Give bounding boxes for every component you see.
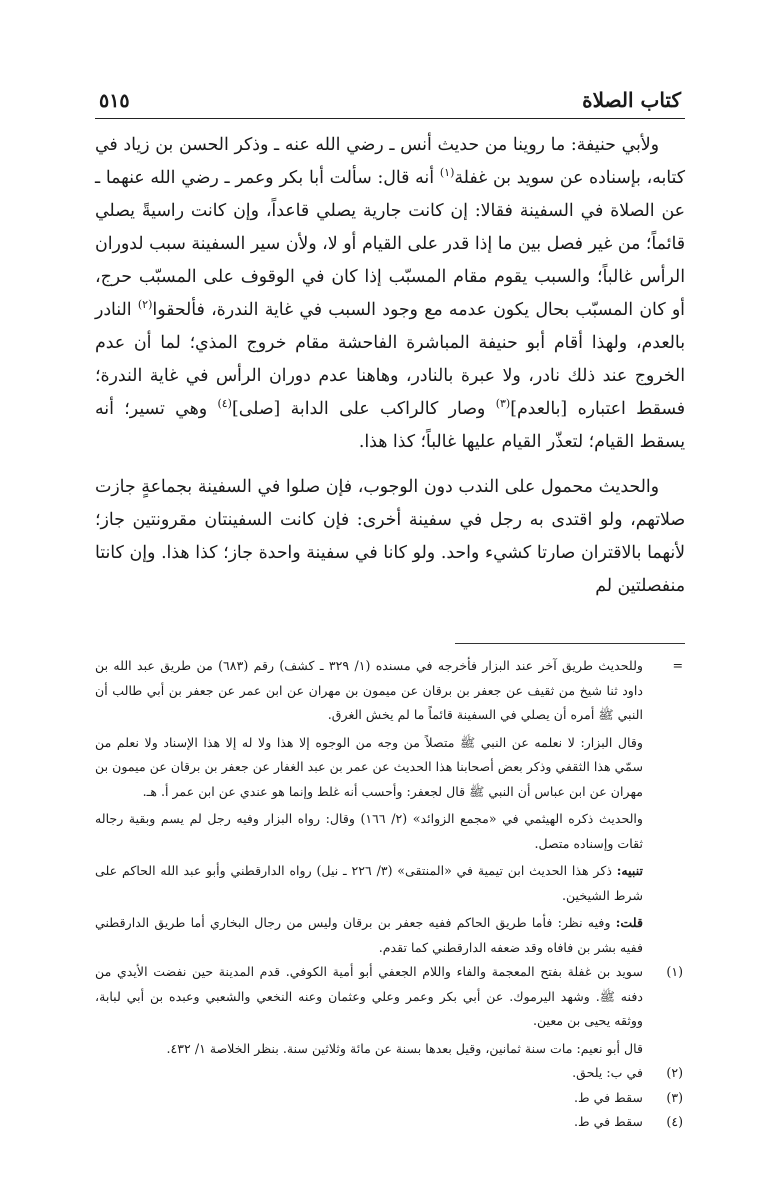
footnote-3-text: سقط في ط. [573,1089,643,1105]
page-number: ٥١٥ [99,90,130,112]
page-header [95,88,685,119]
paragraph-2: والحديث محمول على الندب دون الوجوب، فإن صلوا في السفينة بجماعةٍ جازت صلاتهم، ولو اقتدى به رجل في سفينة أخرى: فإن كانت السفينتان مقرونتين جاز؛ لأنهما بالاقتران صارتا كشيء واحد. ولو كانا في سفينة واحدة جاز؛ كذا هذا. وإن كانتا منفصلتين لم [95,477,685,596]
footnote-continued-p4 [95,859,643,908]
paragraph-1-part-c: النادر بالعدم، ولهذا أقام أبو حنيفة المباشرة الفاحشة مقام خروج المذي؛ لما أن عدم الخروج عند ذلك نادر، ولا عبرة بالنادر، وهاهنا عدم دوران الرأس في غاية الندرة؛ فسقط اعتباره [بالعدم] [95,300,686,419]
footnote-4 [95,1110,685,1135]
note-tanbih-text: ذكر هذا الحديث ابن تيمية في «المنتقى» (٣/ ٢٢٦ ـ نيل) رواه الدارقطني وأبو عبد الله الحاكم على شرط الشيخين. [95,863,643,903]
footnote-1-p1: سويد بن غفلة بفتح المعجمة والفاء واللام الجعفي أبو أمية الكوفي. قدم المدينة حين نفضت الأيدي من دفنه ﷺ. وشهد اليرموك. عن أبي بكر وعمر وعلي وعثمان وعنه النخعي والشعبي وعبده بن أبي لبابة، ووثقه يحيى بن معين. [95,964,643,1028]
note-lead-qultu: قلت: [615,915,643,930]
paragraph-1-part-b: أنه قال: سألت أبا بكر وعمر ـ رضي الله عنهما ـ عن الصلاة في السفينة فقالا: إن كانت جارية يصلي قاعداً، وإن كانت راسيةً يصلي قائماً؛ من غير فصل بين ما إذا قدر على القيام أو لا، ولأن سير السفينة سبب لدوران الرأس غالباً؛ والسبب يقوم مقام المسبّب إذا كان في الوقوف على المسبّب حرج، أو كان المسبّب بحال يكون عدمه مع وجود السبب في غاية الندرة، فألحقوا [95,168,685,320]
paragraph-1-part-e: وهي تسير؛ أنه يسقط القيام؛ لتعذّر القيام عليها غالباً؛ كذا هذا. [95,399,685,452]
footnote-ref-4: (٤) [217,397,232,411]
footnote-ref-1: (١) [439,166,455,180]
footnote-divider [455,643,685,644]
footnote-3-marker: (٣) [666,1089,683,1105]
running-title: كتاب الصلاة [582,88,681,112]
footnote-1-body [95,960,643,1061]
book-page [95,88,685,1135]
footnote-3 [95,1086,685,1111]
footnote-continued-marker: = [672,658,683,673]
footnote-2 [95,1061,685,1086]
paragraph-1-part-d: وصار كالراكب على الدابة [صلى] [231,399,496,419]
main-text [95,129,685,603]
footnote-4-text: سقط في ط. [573,1114,643,1129]
paragraph-1-part-a: ولأبي حنيفة: ما روينا من حديث أنس ـ رضي الله عنه ـ وذكر الحسن بن زياد في كتابه، بإسناده عن سويد بن غفلة [95,135,685,188]
footnote-2-text: في ب: يلحق. [572,1065,643,1080]
footnote-continued-p5 [95,911,643,960]
note-lead-tanbih: تنبيه: [616,863,644,878]
footnote-4-marker: (٤) [666,1114,683,1129]
footnote-continued-p2: وقال البزار: لا نعلمه عن النبي ﷺ متصلاً من وجه من الوجوه إلا هذا ولا له إلا هذا الإسناد ولا نعلم من سمّي هذا الثقفي وذكر بعض أصحابنا هذا الحديث عن عمر بن عبد الغفار عن جعفر بن برقان عن ميمون بن مهران عن ابن عباس أن النبي ﷺ قال لجعفر: وأحسب أنه غلط وإنما هو عندي عن ابن عمر أ. هـ. [95,734,643,799]
paragraph-1 [95,129,685,459]
footnote-1-p2: قال أبو نعيم: مات سنة ثمانين، وقيل بعدها بسنة عن مائة وثلاثين سنة. بنظر الخلاصة ١/ ٤٣٢. [166,1040,643,1056]
footnote-continued [95,654,685,960]
note-qultu-text: وفيه نظر: فأما طريق الحاكم ففيه جعفر بن برقان وليس من رجال البخاري أما طريق الدارقطني ففيه بشر بن فافاه وقد ضعفه الدارقطني كما تقدم. [95,915,643,955]
footnote-ref-2: (٢) [137,298,153,312]
footnote-1 [95,960,685,1061]
footnote-continued-p3: والحديث ذكره الهيثمي في «مجمع الزوائد» (٢/ ١٦٦) وقال: رواه البزار وفيه رجل لم يسم وبقية رجاله ثقات وإسناده متصل. [95,811,644,851]
footnotes [95,654,685,1135]
footnote-continued-p1: وللحديث طريق آخر عند البزار فأخرجه في مسنده (١/ ٣٢٩ ـ كشف) رقم (٦٨٣) من طريق عبد الله بن داود ثنا شيخ من ثقيف عن جعفر بن برقان عن ميمون بن مهران عن ابن عمر عن جعفر بن أبي طالب أن النبي ﷺ أمره أن يصلي في السفينة قائماً ما لم يخش الغرق. [95,658,644,722]
footnote-1-marker: (١) [666,964,683,979]
footnote-2-marker: (٢) [666,1065,683,1080]
footnote-ref-3: (٣) [495,397,511,411]
footnote-continued-body [95,654,643,960]
